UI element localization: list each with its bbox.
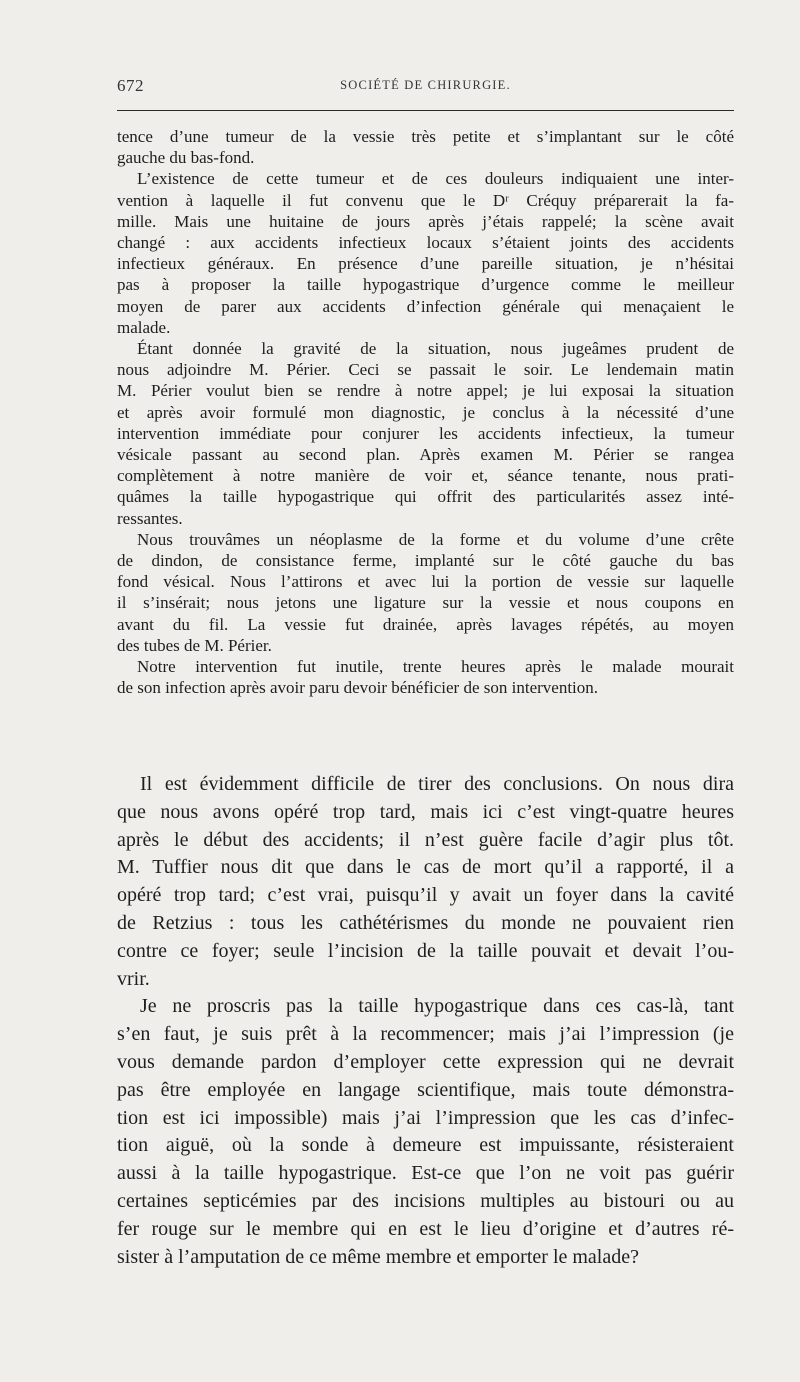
text-line: fer rouge sur le membre qui en est le lieu d’origine et d’autres ré- — [117, 1217, 734, 1240]
paragraph — [117, 168, 734, 338]
text-line: de son infection après avoir paru devoir bénéficier de son intervention. — [117, 678, 599, 698]
text-line: sister à l’amputation de ce même membre et emporter le malade? — [117, 1245, 639, 1268]
text-line: Je ne proscris pas la taille hypogastrique dans ces cas-là, tant — [140, 995, 734, 1018]
text-line: M. Périer voulut bien se rendre à notre appel; je lui exposai la situation — [117, 381, 734, 401]
text-line: et après avoir formulé mon diagnostic, je conclus à la nécessité d’une — [117, 402, 734, 422]
paragraph — [117, 126, 734, 168]
paragraph — [117, 338, 734, 529]
text-line: des tubes de M. Périer. — [117, 635, 272, 655]
text-line: Étant donnée la gravité de la situation, nous jugeâmes prudent de — [137, 339, 734, 359]
page-header — [117, 76, 734, 100]
text-line: vention à laquelle il fut convenu que le Dʳ Créquy préparerait la fa- — [117, 190, 734, 210]
text-line: vous demande pardon d’employer cette expression qui ne devrait — [117, 1050, 734, 1073]
text-line: s’en faut, je suis prêt à la recommencer; mais j’ai l’impression (je — [117, 1023, 734, 1046]
text-line: de dindon, de consistance ferme, implanté sur le côté gauche du bas — [117, 551, 734, 571]
text-line: de Retzius : tous les cathétérismes du monde ne pouvaient rien — [117, 911, 734, 934]
text-line: contre ce foyer; seule l’incision de la taille pouvait et devait l’ou- — [117, 939, 734, 962]
text-line: nous adjoindre M. Périer. Ceci se passait le soir. Le lendemain matin — [117, 360, 734, 380]
text-line: L’existence de cette tumeur et de ces douleurs indiquaient une inter- — [137, 169, 734, 189]
text-line: fond vésical. Nous l’attirons et avec lui la portion de vessie sur laquelle — [117, 572, 734, 592]
text-line: Il est évidemment difficile de tirer des conclusions. On nous dira — [140, 773, 734, 795]
text-line: infectieux généraux. En présence d’une pareille situation, je n’hésitai — [117, 254, 734, 274]
page-number: 672 — [117, 76, 144, 95]
text-line: gauche du bas-fond. — [117, 148, 255, 168]
paragraph — [117, 656, 734, 698]
text-line: M. Tuffier nous dit que dans le cas de mort qu’il a rapporté, il a — [117, 856, 734, 879]
text-line: pas à proposer la taille hypogastrique d’urgence comme le meilleur — [117, 275, 734, 295]
running-title: SOCIÉTÉ DE CHIRURGIE. — [340, 78, 511, 92]
text-line: moyen de parer aux accidents d’infection générale qui menaçaient le — [117, 296, 734, 316]
text-line: aussi à la taille hypogastrique. Est-ce que l’on ne voit pas guérir — [117, 1162, 734, 1185]
small-print-section — [117, 126, 734, 698]
text-line: tion aiguë, où la sonde à demeure est impuissante, résisteraient — [117, 1134, 734, 1157]
text-line: vrir. — [117, 967, 150, 990]
text-line: tion est ici impossible) mais j’ai l’impression que les cas d’infec- — [117, 1106, 734, 1129]
text-line: avant du fil. La vessie fut drainée, après lavages répétés, au moyen — [117, 614, 734, 634]
text-line: vésicale passant au second plan. Après examen M. Périer se rangea — [117, 445, 734, 465]
text-line: certaines septicémies par des incisions multiples au bistouri ou au — [117, 1189, 734, 1212]
header-rule — [117, 110, 734, 111]
text-line: il s’insérait; nous jetons une ligature sur la vessie et nous coupons en — [117, 593, 734, 613]
text-line: Notre intervention fut inutile, trente heures après le malade mourait — [137, 657, 734, 677]
text-line: Nous trouvâmes un néoplasme de la forme et du volume d’une crête — [137, 529, 734, 549]
text-line: ressantes. — [117, 508, 183, 528]
paragraph — [117, 993, 734, 1271]
text-line: malade. — [117, 317, 171, 337]
paragraph — [117, 771, 734, 993]
text-line: opéré trop tard; c’est vrai, puisqu’il y avait un foyer dans la cavité — [117, 884, 734, 907]
text-line: mille. Mais une huitaine de jours après j’étais rappelé; la scène avait — [117, 211, 734, 231]
paragraph — [117, 529, 734, 656]
text-line: après le début des accidents; il n’est guère facile d’agir plus tôt. — [117, 828, 734, 851]
text-line: quâmes la taille hypogastrique qui offrit des particularités assez inté- — [117, 487, 734, 507]
text-line: pas être employée en langage scientifique, mais toute démonstra- — [117, 1078, 734, 1101]
text-line: que nous avons opéré trop tard, mais ici c’est vingt-quatre heures — [117, 800, 734, 823]
text-line: complètement à notre manière de voir et, séance tenante, nous prati- — [117, 466, 734, 486]
text-line: tence d’une tumeur de la vessie très petite et s’implantant sur le côté — [117, 127, 734, 146]
large-print-section — [117, 771, 734, 1271]
text-line: intervention immédiate pour conjurer les accidents infectieux, la tumeur — [117, 423, 734, 443]
text-line: changé : aux accidents infectieux locaux s’étaient joints des accidents — [117, 233, 734, 253]
